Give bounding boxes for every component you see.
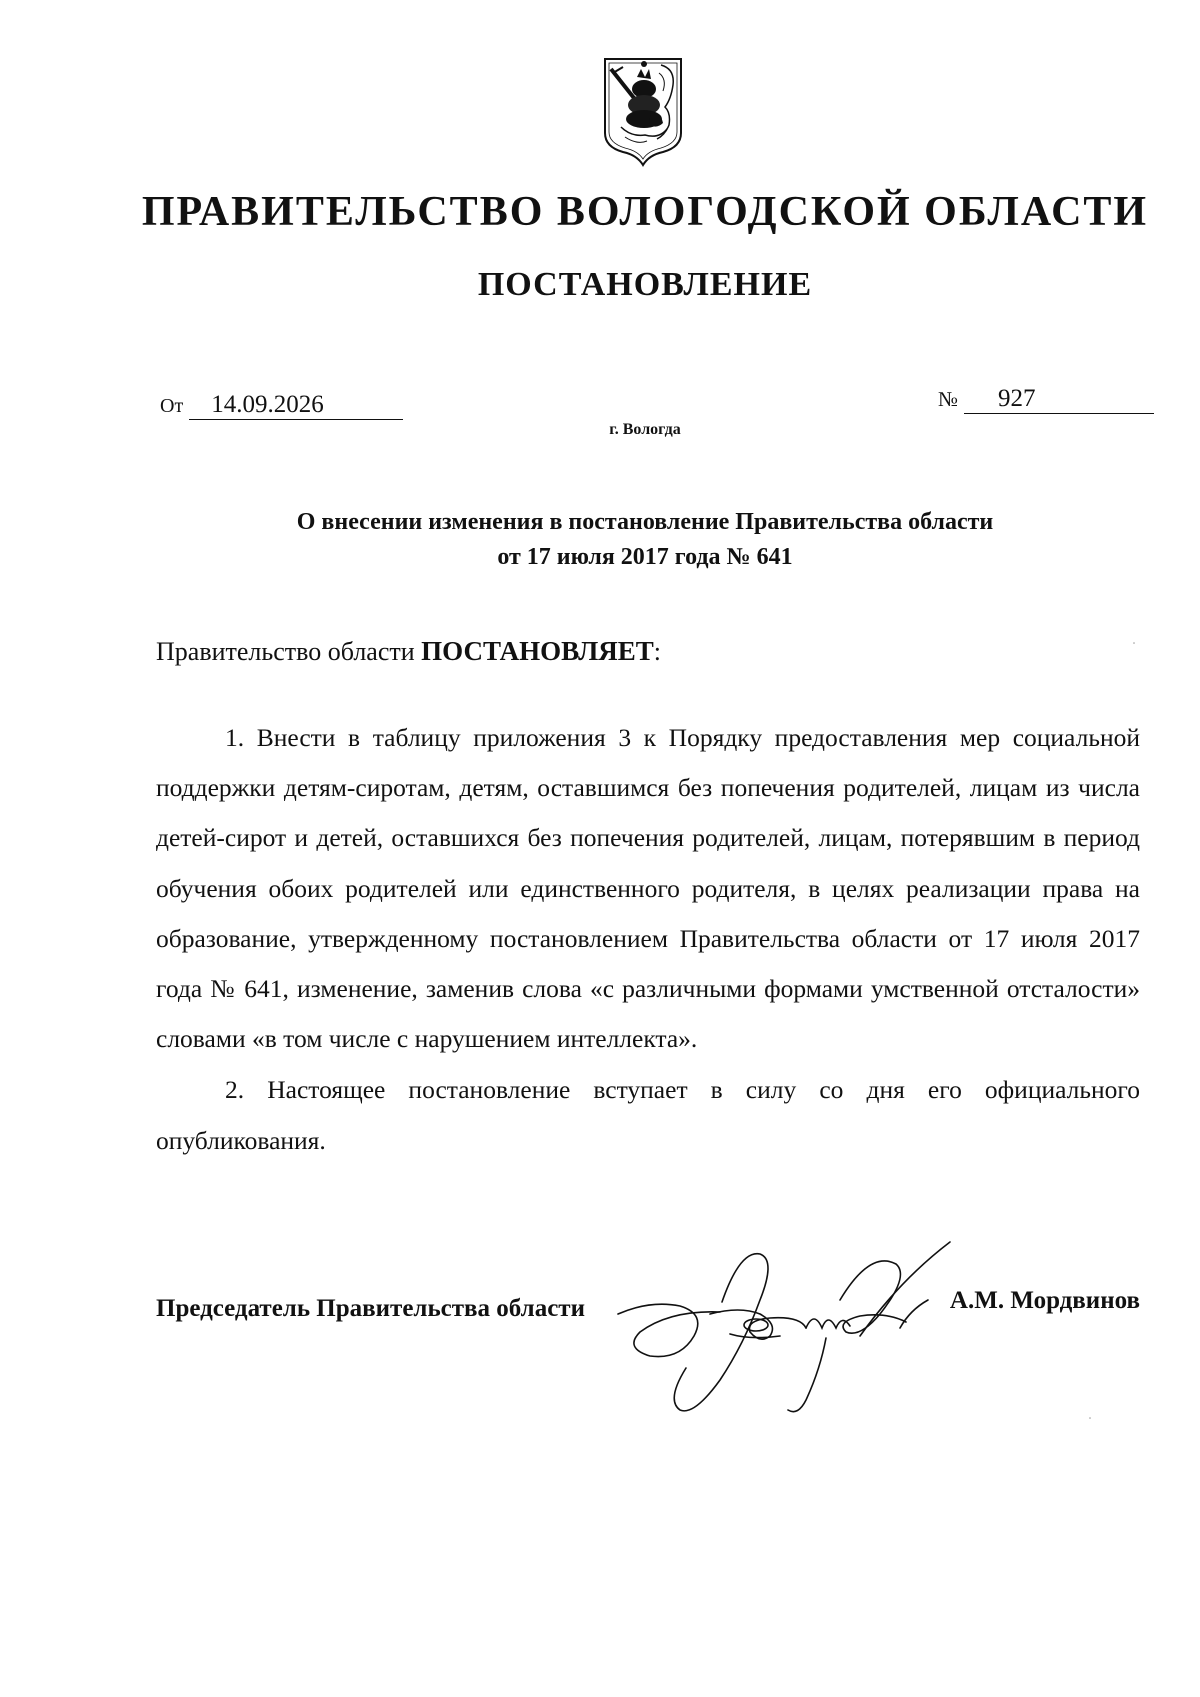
intro-emphasis: ПОСТАНОВЛЯЕТ bbox=[421, 636, 654, 666]
city-label: г. Вологда bbox=[609, 421, 681, 438]
clause-2: 2. Настоящее постановление вступает в силу со дня его официального опубликования. bbox=[156, 1075, 1140, 1155]
subject-line-2: от 17 июля 2017 года № 641 bbox=[497, 544, 793, 570]
document-number: 927 bbox=[964, 385, 1154, 414]
document-subject bbox=[0, 505, 1200, 575]
document-date: 14.09.2026 bbox=[189, 391, 403, 420]
date-field bbox=[160, 391, 403, 420]
number-field bbox=[938, 385, 1154, 414]
subject-line-1: О внесении изменения в постановление Правительства области bbox=[296, 509, 994, 535]
handwritten-signature-icon bbox=[610, 1240, 960, 1430]
intro-suffix: : bbox=[653, 637, 662, 666]
vologda-coat-of-arms-icon bbox=[601, 55, 685, 167]
number-prefix-label: № bbox=[938, 387, 959, 411]
date-prefix-label: От bbox=[160, 395, 184, 417]
clause-1: 1. Внести в таблицу приложения 3 к Порядку предоставления мер социальной поддержки детям-сиротам, детям, оставшимся без попечения родителей, лицам из числа детей-сирот и детей, оставшихся без попечения родителей, лицам, потерявшим в период обучения обоих родителей или единственного родителя, в целях реализации права на образование, утвержденному постановлением Правительства области от 17 июля 2017 года № 641, изменение, заменив слова «с различными формами умственной отсталости» словами «в том числе с нарушением интеллекта». bbox=[156, 723, 1140, 1054]
intro-text: Правительство области bbox=[156, 637, 422, 666]
resolution-body bbox=[156, 713, 1140, 1166]
signer-position: Председатель Правительства области bbox=[156, 1295, 585, 1322]
resolution-intro bbox=[156, 636, 661, 667]
signer-name: А.М. Мордвинов bbox=[949, 1287, 1140, 1314]
document-type-heading: ПОСТАНОВЛЕНИЕ bbox=[477, 266, 813, 303]
organization-title: ПРАВИТЕЛЬСТВО ВОЛОГОДСКОЙ ОБЛАСТИ bbox=[141, 189, 1149, 235]
